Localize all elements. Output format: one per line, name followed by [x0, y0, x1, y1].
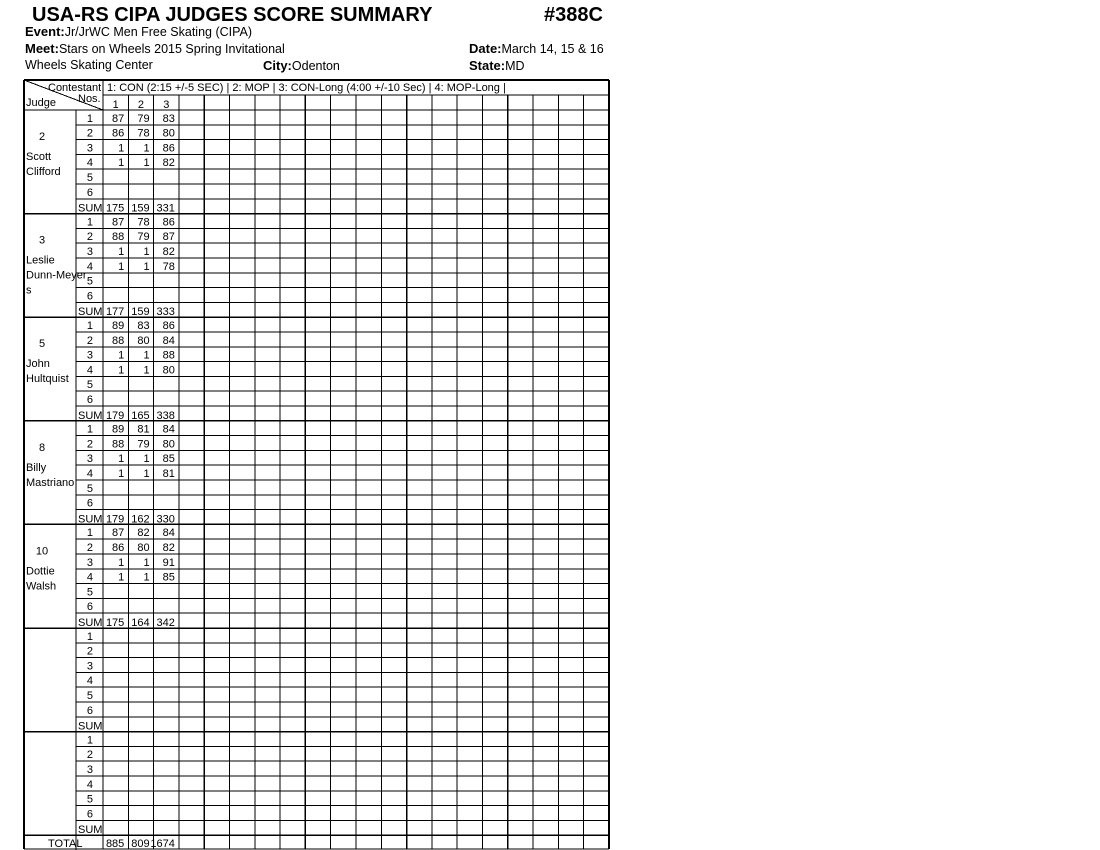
row-label: 3	[86, 660, 93, 673]
sum-cell: 175	[105, 202, 125, 215]
score-cell: 85	[162, 453, 175, 466]
page-title: USA-RS CIPA JUDGES SCORE SUMMARY	[32, 4, 433, 26]
score-cell: 1	[118, 142, 125, 155]
row-label: 5	[86, 379, 93, 392]
judge-name: Scott	[26, 151, 52, 163]
score-cell: 78	[137, 216, 150, 229]
judge-name: Walsh	[26, 580, 57, 593]
judge-number: 2	[38, 131, 46, 143]
legend-text: 1: CON (2:15 +/-5 SEC) | 2: MOP | 3: CON-Long (4:00 +/-10 Sec) | 4: MOP-Long |	[107, 82, 506, 94]
row-label: 3	[86, 142, 93, 155]
score-cell: 79	[137, 438, 150, 451]
sum-label: SUM	[78, 513, 103, 526]
row-label: 1	[86, 423, 93, 436]
row-label: 3	[86, 246, 93, 258]
score-cell: 1	[143, 349, 150, 362]
sum-label: SUM	[78, 824, 103, 837]
score-cell: 1	[118, 453, 125, 466]
score-cell: 84	[162, 423, 175, 436]
score-cell: 80	[137, 334, 150, 347]
event-value: Jr/JrWC Men Free Skating (CIPA)	[64, 25, 253, 39]
score-cell: 84	[162, 334, 175, 347]
meet-value: Stars on Wheels 2015 Spring Invitational	[58, 42, 285, 56]
score-cell: 80	[162, 364, 175, 377]
judge-name: s	[26, 284, 32, 297]
score-cell: 85	[162, 571, 175, 584]
score-cell: 80	[162, 127, 175, 140]
row-label: 6	[86, 394, 93, 406]
score-cell: 91	[162, 556, 175, 569]
row-label: 3	[86, 764, 93, 776]
score-cell: 86	[112, 542, 125, 554]
row-label: 3	[86, 556, 93, 569]
row-label: 2	[86, 645, 93, 658]
row-label: 4	[86, 468, 93, 480]
total-cell: 809	[131, 838, 150, 850]
contestant-number: 3	[163, 99, 170, 111]
sum-cell: 177	[105, 306, 125, 319]
score-cell: 88	[112, 334, 125, 347]
score-cell: 86	[162, 216, 175, 229]
judge-name: Leslie	[26, 254, 55, 267]
sum-label: SUM	[78, 409, 103, 422]
row-label: 4	[86, 260, 93, 273]
score-cell: 78	[162, 260, 175, 273]
nos-label: Nos.	[78, 93, 101, 105]
row-label: 5	[86, 482, 93, 495]
score-cell: 86	[112, 127, 125, 140]
score-cell: 87	[112, 527, 125, 540]
score-cell: 89	[112, 320, 125, 332]
score-cell: 82	[137, 527, 150, 540]
score-cell: 88	[112, 438, 125, 451]
score-cell: 1	[143, 246, 150, 258]
date-value: March 14, 15 & 16	[501, 42, 604, 56]
meet-label: Meet:	[25, 41, 59, 56]
judge-number: 10	[35, 545, 49, 558]
city-label: City:	[263, 58, 292, 73]
sum-cell: 342	[156, 617, 175, 629]
row-label: 6	[86, 704, 93, 717]
score-cell: 1	[118, 246, 125, 258]
score-cell: 1	[143, 453, 150, 466]
row-label: 2	[86, 542, 93, 554]
city-value: Odenton	[291, 59, 340, 73]
score-cell: 1	[118, 556, 125, 569]
score-cell: 1	[118, 157, 125, 170]
row-label: 4	[86, 157, 93, 170]
row-label: 2	[86, 231, 93, 244]
row-label: 5	[86, 172, 93, 184]
score-cell: 1	[118, 571, 125, 584]
contestant-number: 1	[112, 99, 119, 111]
score-cell: 79	[137, 112, 150, 125]
sum-label: SUM	[78, 306, 103, 319]
form-number: #388C	[544, 4, 603, 26]
date-label: Date:	[469, 41, 502, 56]
contestant-number: 2	[137, 99, 145, 111]
total-cell: 1674	[150, 838, 175, 850]
score-cell: 83	[137, 320, 150, 332]
sum-cell: 338	[156, 409, 175, 422]
sum-cell: 162	[131, 513, 150, 526]
row-label: 1	[86, 112, 93, 125]
sum-cell: 179	[105, 409, 125, 422]
judge-name: Dottie	[26, 565, 55, 578]
score-cell: 80	[162, 438, 175, 451]
score-cell: 1	[118, 260, 125, 273]
row-label: 4	[86, 675, 93, 688]
row-label: 5	[86, 275, 93, 288]
score-cell: 87	[162, 231, 175, 244]
row-label: 6	[86, 186, 93, 199]
score-cell: 1	[143, 468, 150, 480]
sum-cell: 159	[131, 202, 150, 215]
venue-value: Wheels Skating Center	[25, 58, 153, 72]
sum-cell: 333	[156, 306, 175, 319]
judge-name: John	[26, 358, 50, 371]
sum-label: SUM	[78, 720, 103, 733]
score-cell: 80	[137, 542, 150, 554]
sum-cell: 331	[156, 202, 175, 215]
score-cell: 1	[143, 556, 150, 569]
score-cell: 1	[143, 364, 150, 377]
judge-number: 5	[38, 338, 46, 351]
score-cell: 1	[118, 364, 125, 377]
judge-name: Mastriano	[26, 476, 75, 489]
score-cell: 89	[112, 423, 125, 436]
row-label: 1	[86, 320, 93, 332]
row-label: 2	[86, 438, 93, 451]
row-label: 1	[86, 734, 93, 747]
score-cell: 86	[162, 142, 175, 155]
score-cell: 82	[162, 542, 175, 554]
score-cell: 87	[112, 112, 125, 125]
score-cell: 78	[137, 127, 150, 140]
score-cell: 86	[162, 320, 175, 332]
judge-number: 3	[38, 234, 46, 247]
score-cell: 81	[162, 468, 175, 480]
sum-cell: 330	[156, 513, 175, 526]
row-label: 5	[86, 690, 93, 702]
judge-name: Clifford	[26, 166, 61, 178]
row-label: 6	[86, 808, 93, 821]
score-cell: 1	[143, 260, 150, 273]
row-label: 1	[86, 527, 93, 540]
judge-name: Hultquist	[26, 373, 69, 386]
contestant-label: Contestant	[48, 82, 102, 94]
row-label: 3	[86, 349, 93, 362]
score-cell: 1	[143, 142, 150, 155]
score-cell: 1	[118, 468, 125, 480]
row-label: 2	[86, 127, 93, 140]
sum-label: SUM	[78, 202, 103, 215]
row-label: 5	[86, 793, 93, 806]
score-cell: 1	[143, 571, 150, 584]
score-cell: 81	[137, 423, 150, 436]
state-label: State:	[469, 58, 506, 73]
row-label: 1	[86, 216, 93, 229]
row-label: 4	[86, 778, 93, 791]
judge-name: Dunn-Meyer	[26, 269, 87, 282]
row-label: 6	[86, 290, 93, 303]
row-label: 5	[86, 586, 93, 599]
score-cell: 1	[143, 157, 150, 170]
score-cell: 1	[118, 349, 125, 362]
score-cell: 88	[162, 349, 175, 362]
row-label: 2	[86, 749, 93, 762]
row-label: 6	[86, 497, 93, 510]
total-label: TOTAL	[48, 838, 83, 850]
event-label: Event:	[25, 24, 65, 39]
total-cell: 885	[105, 838, 125, 850]
row-label: 6	[86, 601, 93, 614]
judge-label: Judge	[26, 97, 56, 109]
sum-cell: 159	[131, 306, 150, 319]
score-cell: 82	[162, 157, 175, 170]
sum-cell: 165	[131, 409, 150, 422]
judge-name: Billy	[26, 461, 47, 474]
score-cell: 84	[162, 527, 175, 540]
sum-cell: 164	[131, 617, 150, 629]
score-cell: 83	[162, 112, 175, 125]
row-label: 3	[86, 453, 93, 466]
score-cell: 88	[112, 231, 125, 244]
score-cell: 87	[112, 216, 125, 229]
score-cell: 79	[137, 231, 150, 244]
row-label: 4	[86, 571, 93, 584]
judge-number: 8	[38, 441, 46, 454]
row-label: 1	[86, 630, 93, 643]
sum-label: SUM	[78, 617, 103, 629]
row-label: 4	[86, 364, 93, 377]
score-cell: 82	[162, 246, 175, 258]
row-label: 2	[86, 334, 93, 347]
sum-cell: 175	[105, 617, 125, 629]
sum-cell: 179	[105, 513, 125, 526]
state-value: MD	[505, 59, 525, 73]
